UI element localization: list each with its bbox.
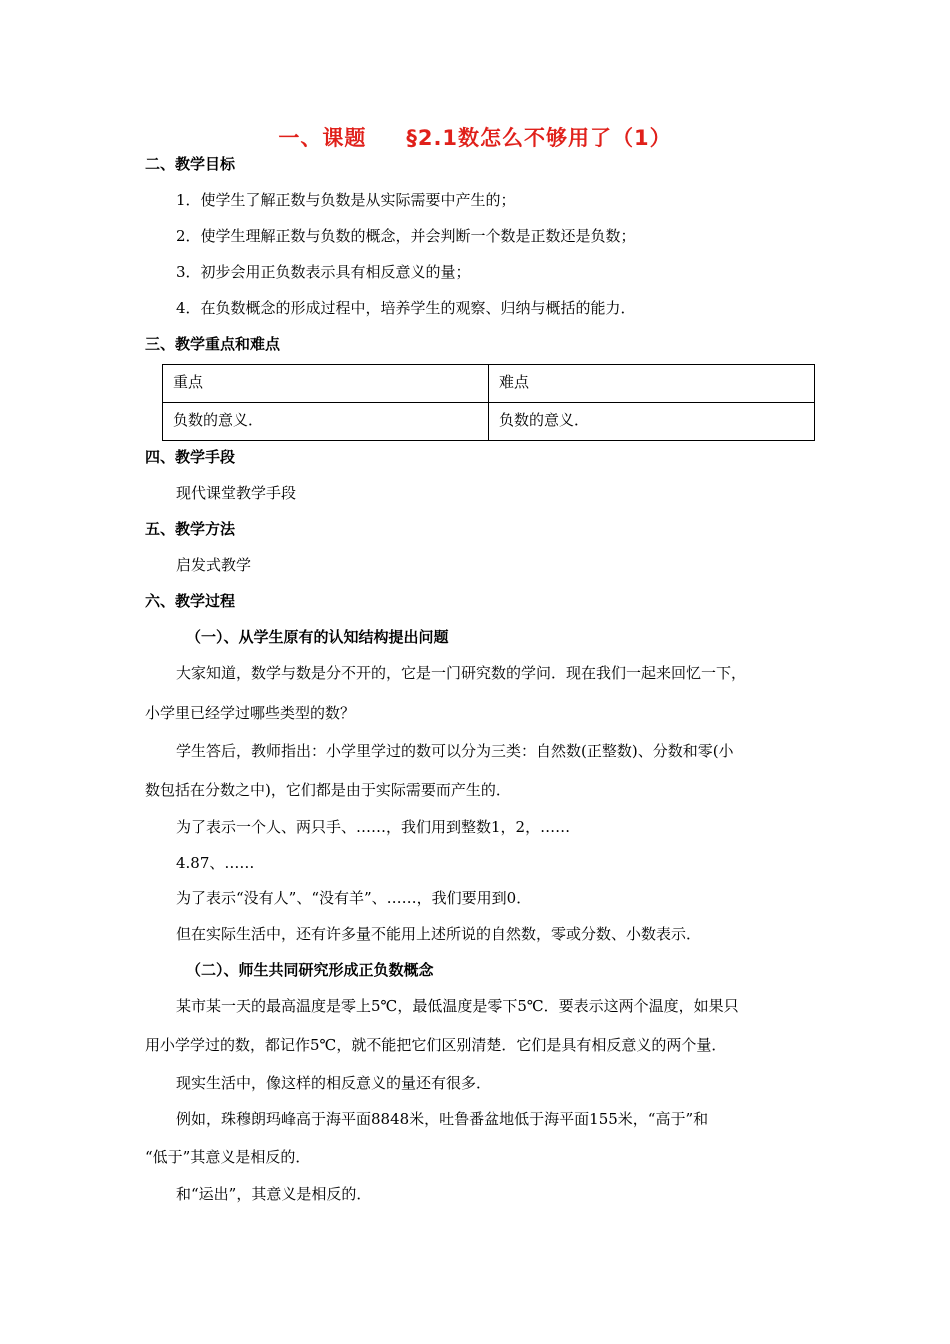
paragraph-line: 例如，珠穆朗玛峰高于海平面8848米，吐鲁番盆地低于海平面155米，“高于”和	[176, 1110, 709, 1128]
subheading-part2: （二）、师生共同研究形成正负数概念	[186, 961, 434, 979]
table-cell-key: 负数的意义．	[163, 403, 489, 441]
paragraph-line: 和“运出”，其意义是相反的．	[176, 1185, 372, 1203]
heading-teaching-means: 四、教学手段	[145, 448, 236, 466]
lesson-title	[0, 122, 950, 152]
teaching-means-text: 现代课堂教学手段	[176, 484, 297, 502]
objective-4: 4．在负数概念的形成过程中，培养学生的观察、归纳与概括的能力．	[176, 299, 636, 317]
table-header-row	[163, 365, 815, 403]
paragraph-line: 数包括在分数之中)，它们都是由于实际需要而产生的．	[145, 781, 511, 799]
paragraph-line: 小学里已经学过哪些类型的数？	[145, 704, 356, 722]
table-row	[163, 403, 815, 441]
title-part2: §2.1数怎么不够用了（1）	[406, 126, 672, 150]
paragraph-line: 但在实际生活中，还有许多量不能用上述所说的自然数，零或分数、小数表示．	[176, 925, 702, 943]
table-header-difficult: 难点	[489, 365, 815, 403]
teaching-method-text: 启发式教学	[176, 556, 252, 574]
heading-objectives: 二、教学目标	[145, 155, 236, 173]
table-cell-difficult: 负数的意义．	[489, 403, 815, 441]
heading-key-points: 三、教学重点和难点	[145, 335, 281, 353]
table-header-key: 重点	[163, 365, 489, 403]
paragraph-line: 为了表示“没有人”、“没有羊”、……，我们要用到0．	[176, 889, 532, 907]
objective-3: 3．初步会用正负数表示具有相反意义的量；	[176, 263, 471, 281]
key-points-table	[162, 364, 815, 441]
paragraph-line: 用小学学过的数，都记作5℃，就不能把它们区别清楚．它们是具有相反意义的两个量．	[145, 1036, 727, 1054]
objective-2: 2．使学生理解正数与负数的概念，并会判断一个数是正数还是负数；	[176, 227, 636, 245]
paragraph-line: 现实生活中，像这样的相反意义的量还有很多．	[176, 1074, 492, 1092]
paragraph-line: 大家知道，数学与数是分不开的，它是一门研究数的学问．现在我们一起来回忆一下，	[176, 664, 747, 682]
paragraph-line: 4.87、……	[176, 854, 255, 872]
objective-1: 1．使学生了解正数与负数是从实际需要中产生的；	[176, 191, 516, 209]
subheading-part1: （一）、从学生原有的认知结构提出问题	[186, 628, 449, 646]
heading-teaching-process: 六、教学过程	[145, 592, 236, 610]
paragraph-line: 学生答后，教师指出：小学里学过的数可以分为三类：自然数(正整数)、分数和零(小	[176, 742, 734, 760]
paragraph-line: 为了表示一个人、两只手、……，我们用到整数1，2，……	[176, 818, 571, 836]
paragraph-line: “低于”其意义是相反的．	[145, 1148, 311, 1166]
heading-teaching-method: 五、教学方法	[145, 520, 236, 538]
paragraph-line: 某市某一天的最高温度是零上5℃，最低温度是零下5℃．要表示这两个温度，如果只	[176, 997, 739, 1015]
title-part1: 一、课题	[278, 126, 367, 150]
